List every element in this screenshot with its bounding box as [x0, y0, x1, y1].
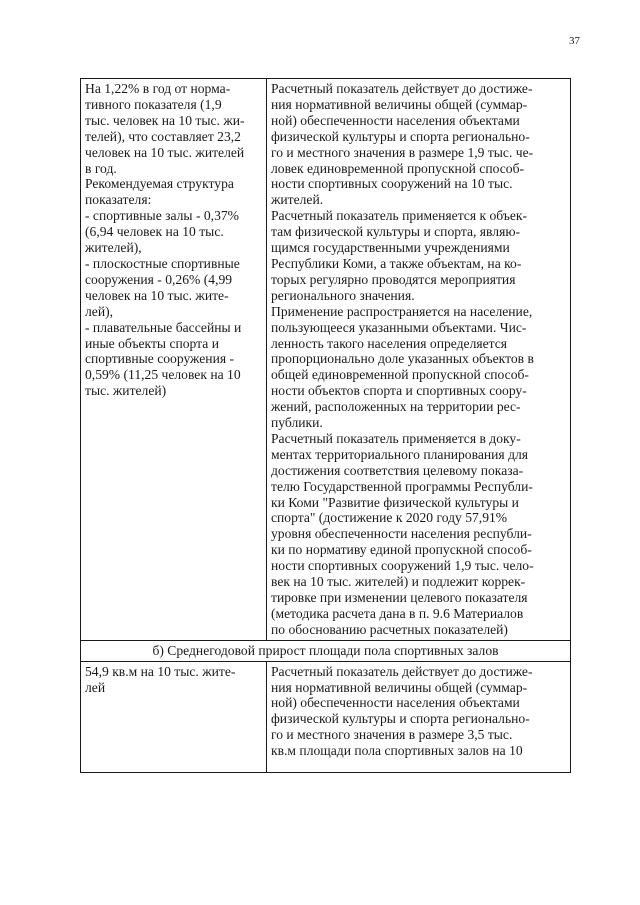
cell-line: Расчетный показатель применяется в доку-: [271, 430, 521, 446]
cell-line: Рекомендуемая структура: [85, 176, 234, 192]
indicator-description-cell: [267, 661, 571, 772]
cell-line: Расчетный показатель действует до достиже-: [271, 81, 533, 96]
cell-line: (методика расчета дана в п. 9.6 Материалов: [271, 605, 524, 621]
cell-line: - плавательные бассейны и: [85, 319, 242, 335]
cell-line: щимся государственными учреждениями: [271, 240, 510, 256]
cell-line: спорта" (достижение к 2020 году 57,91%: [271, 510, 508, 526]
cell-line: На 1,22% в год от норма-: [85, 81, 231, 96]
cell-line: ки Коми "Развитие физической культуры и: [271, 494, 519, 510]
cell-line: спортивные сооружения -: [85, 351, 235, 367]
cell-line: ловек единовременной пропускной способ-: [271, 160, 525, 176]
standards-table: [80, 78, 571, 773]
cell-line: кв.м площади пола спортивных залов на 10: [271, 743, 523, 759]
cell-line: сооружения - 0,26% (4,99: [85, 271, 233, 287]
cell-line: век на 10 тыс. жителей) и подлежит коррек-: [271, 574, 526, 590]
section-b-heading: б) Среднегодовой прирост площади пола спортивных залов: [81, 640, 571, 661]
cell-line: Расчетный показатель применяется к объек-: [271, 208, 528, 224]
table-section-heading-row: [81, 640, 571, 661]
cell-line: по обоснованию расчетных показателей): [271, 621, 508, 637]
cell-line: (6,94 человек на 10 тыс.: [85, 224, 224, 240]
cell-line: регионального значения.: [271, 287, 415, 303]
cell-line: жителей),: [85, 240, 142, 256]
cell-line: 0,59% (11,25 человек на 10: [85, 367, 241, 383]
cell-line: публики.: [271, 415, 323, 431]
cell-line: тивного показателя (1,9: [85, 96, 222, 112]
cell-line: - плоскостные спортивные: [85, 255, 240, 271]
indicator-description-cell: [267, 79, 571, 641]
cell-line: физической культуры и спорта регионально-: [271, 711, 530, 727]
indicator-value-cell: [81, 661, 267, 772]
cell-line: пропорционально доле указанных объектов в: [271, 351, 534, 367]
cell-line: лей: [85, 679, 106, 695]
cell-line: го и местного значения в размере 1,9 тыс. че-: [271, 144, 534, 160]
cell-line: ментах территориального планирования для: [271, 446, 529, 462]
cell-line: достижения соответствия целевому показа-: [271, 462, 524, 478]
cell-line: пользующееся указанными объектами. Чис-: [271, 319, 527, 335]
cell-line: телей), что составляет 23,2: [85, 128, 241, 144]
cell-line: го и местного значения в размере 3,5 тыс.: [271, 727, 513, 743]
description-paragraph: [271, 208, 566, 303]
table-row-gym-floor-area: [81, 661, 571, 772]
cell-line: ности спортивных сооружений 1,9 тыс. чело-: [271, 558, 534, 574]
description-paragraph: [271, 304, 566, 431]
cell-line: ности спортивных сооружений на 10 тыс.: [271, 176, 513, 192]
cell-line: там физической культуры и спорта, являю-: [271, 224, 521, 240]
cell-line: тировке при изменении целевого показателя: [271, 590, 528, 605]
cell-line: общей единовременной пропускной способ-: [271, 367, 529, 383]
page-number: 37: [569, 35, 580, 47]
cell-line: - спортивные залы - 0,37%: [85, 208, 239, 224]
cell-line: лей),: [85, 303, 114, 319]
description-paragraph: [271, 431, 566, 638]
cell-line: жителей.: [271, 192, 324, 208]
cell-line: ния нормативной величины общей (суммар-: [271, 679, 528, 695]
cell-line: в год.: [85, 160, 117, 176]
cell-line: 54,9 кв.м на 10 тыс. жите-: [85, 663, 236, 679]
cell-line: ленность такого населения определяется: [271, 335, 508, 351]
cell-line: торых регулярно проводятся мероприятия: [271, 271, 516, 287]
table-row-indicator-dynamics: [81, 79, 571, 641]
cell-line: Республики Коми, а также объектам, на ко-: [271, 255, 522, 271]
cell-line: ности объектов спорта и спортивных соору-: [271, 383, 527, 399]
cell-line: человек на 10 тыс. жите-: [85, 287, 229, 303]
cell-line: жений, расположенных на территории рес-: [271, 399, 521, 415]
cell-line: тыс. человек на 10 тыс. жи-: [85, 112, 245, 128]
cell-line: Применение распространяется на население,: [271, 303, 533, 319]
cell-line: показателя:: [85, 192, 152, 208]
cell-line: ной) обеспеченности населения объектами: [271, 112, 520, 128]
indicator-value-cell: [81, 79, 267, 641]
cell-line: физической культуры и спорта регионально-: [271, 128, 530, 144]
cell-line: телю Государственной программы Республи-: [271, 478, 533, 494]
cell-line: тыс. жителей): [85, 383, 167, 399]
cell-line: человек на 10 тыс. жителей: [85, 144, 245, 160]
cell-line: иные объекты спорта и: [85, 335, 219, 351]
cell-line: уровня обеспеченности населения республи-: [271, 526, 532, 542]
cell-line: Расчетный показатель действует до достиже-: [271, 663, 533, 679]
description-paragraph: [271, 81, 566, 208]
cell-line: ки по нормативу единой пропускной способ-: [271, 542, 532, 558]
cell-line: ния нормативной величины общей (суммар-: [271, 96, 528, 112]
cell-line: ной) обеспеченности населения объектами: [271, 695, 520, 711]
